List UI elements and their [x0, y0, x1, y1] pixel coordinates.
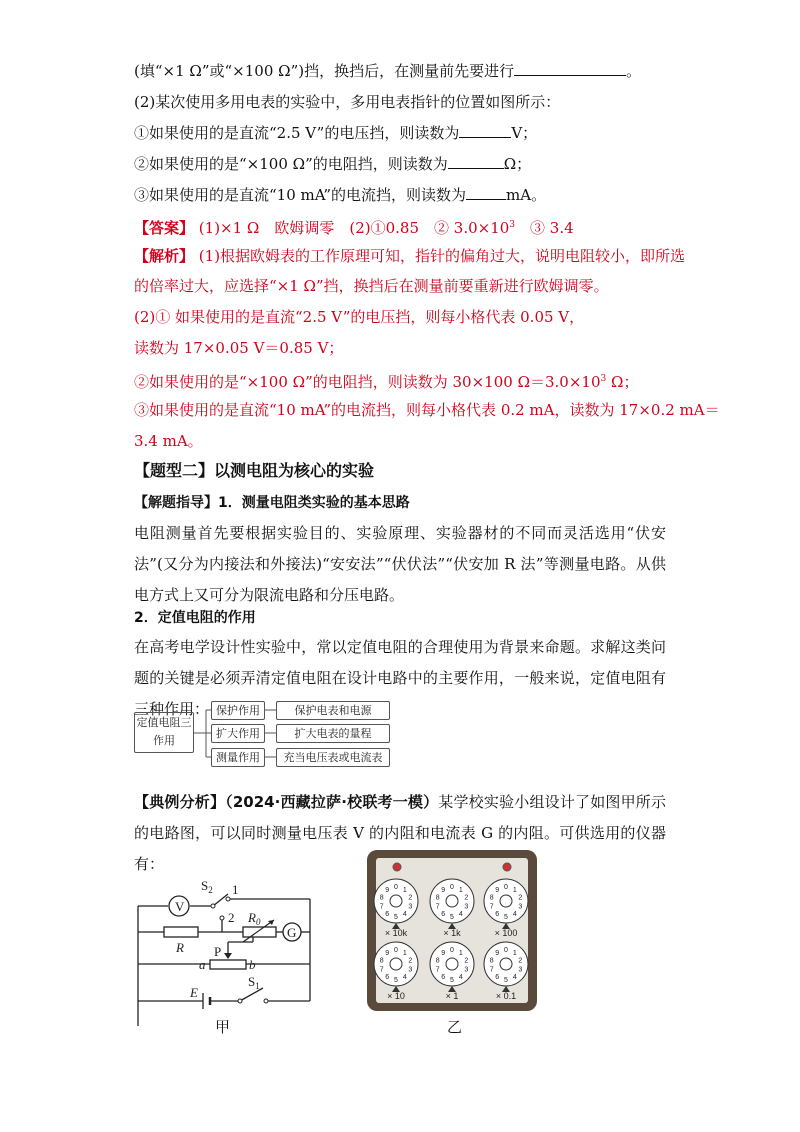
dial-digit: 6	[385, 911, 390, 919]
dial-digit: 8	[435, 957, 440, 965]
dial-digit: 0	[450, 884, 454, 891]
dial-digit: 6	[495, 974, 500, 982]
subheading-paragraph: 在高考电学设计性实验中，常以定值电阻的合理使用为背景来命题。求解这类问题的关键是必须弄清定值电阻在设计电路中的主要作用，一般来说，定值电阻有三种作用：	[134, 638, 666, 718]
dial-digit: 5	[450, 977, 454, 984]
question-text: (填“×1 Ω”或“×100 Ω”)挡，换挡后，在测量前先要进行	[134, 62, 515, 80]
question-text: ①如果使用的是直流“2.5 V”的电压挡，则读数为	[134, 124, 460, 142]
dial-digit: 3	[518, 903, 523, 911]
dial-digit: 2	[408, 894, 413, 902]
question-text: ③如果使用的是直流“10 mA”的电流挡，则读数为	[134, 186, 467, 204]
answer-blank	[466, 185, 506, 200]
question-text: Ω；	[503, 155, 532, 173]
resistor-r-label: R	[176, 940, 184, 955]
dial-digit: 0	[394, 947, 398, 954]
dial-digit: 8	[489, 894, 494, 902]
dial-digit: 6	[441, 911, 446, 919]
rheostat-a-label: a	[199, 957, 206, 972]
dial-digit: 5	[504, 914, 508, 921]
dial-digit: 9	[441, 886, 446, 894]
rheostat-b-label: b	[249, 957, 256, 972]
dial-digit: 8	[379, 894, 384, 902]
dial-digit: 0	[450, 947, 454, 954]
dial-digit: 2	[464, 894, 469, 902]
dial-digit: 6	[441, 974, 446, 982]
dial-digit: 8	[379, 957, 384, 965]
analysis-line-2: 的倍率过大，应选择“×1 Ω”挡，换挡后在测量前要重新进行欧姆调零。	[134, 277, 609, 295]
dial-digit: 4	[402, 911, 407, 919]
dial-digit: 6	[385, 974, 390, 982]
analysis-line-1	[134, 245, 685, 267]
dial-digit: 8	[435, 894, 440, 902]
answer-superscript: 3	[509, 220, 516, 230]
guide-heading: 【解题指导】1．测量电阻类实验的基本思路	[134, 495, 410, 511]
answer-blank	[448, 154, 504, 169]
question-line-1	[134, 60, 641, 82]
circuit-diagram	[128, 876, 328, 1026]
figure-caption-b: 乙	[447, 1018, 463, 1036]
multiplier-label: × 100	[494, 928, 518, 938]
voltmeter-label: V	[175, 899, 185, 914]
dial-digit: 1	[458, 949, 463, 957]
tree-root: 定值电阻三作用	[134, 712, 194, 753]
analysis-label: 【解析】	[134, 247, 195, 265]
question-text: 。	[626, 62, 642, 80]
dial-digit: 1	[512, 949, 517, 957]
dial-digit: 2	[464, 957, 469, 965]
answer-blank	[514, 61, 626, 76]
dial-digit: 1	[402, 886, 407, 894]
analysis-text: (1)根据欧姆表的工作原理可知，指针的偏角过大，说明电阻较小，即所选	[198, 247, 686, 265]
multiplier-label: × 0.1	[495, 991, 517, 1001]
answer-blank	[459, 123, 511, 138]
dial-digit: 1	[512, 886, 517, 894]
switch-s2-label: $S_2$	[201, 878, 213, 895]
dial-digit: 5	[450, 914, 454, 921]
dial-digit: 4	[402, 974, 407, 982]
dial-digit: 0	[504, 884, 508, 891]
dial-digit: 9	[385, 949, 390, 957]
answer-label: 【答案】	[134, 219, 195, 237]
multiplier-label: × 1k	[443, 928, 461, 938]
tree-desc-expand: 扩大电表的量程	[276, 724, 390, 743]
dial-digit: 7	[379, 966, 384, 974]
analysis-text: ②如果使用的是“×100 Ω”的电阻挡，则读数为 30×100 Ω＝3.0×10	[134, 373, 601, 391]
slider-p-label: P	[214, 944, 222, 959]
terminal-2-label: 2	[228, 910, 235, 925]
figure-caption-a: 甲	[215, 1018, 231, 1036]
tree-desc-protect: 保护电表和电源	[276, 701, 390, 720]
dial-digit: 5	[504, 977, 508, 984]
analysis-line-3: (2)① 如果使用的是直流“2.5 V”的电压挡，则每小格代表 0.05 V，	[134, 308, 585, 326]
dial-digit: 2	[518, 894, 523, 902]
question-text: (2)某次使用多用电表的实验中，多用电表指针的位置如图所示：	[134, 93, 561, 111]
dial-digit: 7	[435, 966, 440, 974]
analysis-text: Ω；	[606, 373, 639, 391]
dial-digit: 3	[408, 903, 413, 911]
question-text: ②如果使用的是“×100 Ω”的电阻挡，则读数为	[134, 155, 448, 173]
dial-digit: 7	[489, 966, 494, 974]
dial-digit: 0	[394, 884, 398, 891]
multiplier-label: × 10k	[384, 928, 408, 938]
dial-digit: 9	[495, 949, 500, 957]
question-text: mA。	[506, 186, 547, 204]
question-line-5	[134, 184, 546, 206]
dial-digit: 0	[504, 947, 508, 954]
dial-digit: 4	[512, 974, 517, 982]
dial-digit: 6	[495, 911, 500, 919]
battery-e-label: E	[190, 985, 198, 1000]
dial-digit: 2	[408, 957, 413, 965]
dial-digit: 3	[464, 966, 469, 974]
answer-text: (1)×1 Ω 欧姆调零 (2)①0.85 ② 3.0×10	[198, 219, 510, 237]
resistance-box	[366, 849, 538, 1012]
tree-role-protect: 保护作用	[211, 701, 265, 720]
answer-line	[134, 214, 574, 239]
dial-digit: 2	[518, 957, 523, 965]
galvanometer-label: G	[287, 925, 297, 940]
question-line-2	[134, 91, 560, 113]
dial-digit: 5	[394, 977, 398, 984]
tree-role-measure: 测量作用	[211, 748, 265, 767]
dial-digit: 7	[435, 903, 440, 911]
analysis-line-6: ③如果使用的是直流“10 mA”的电流挡，则每小格代表 0.2 mA，读数为 17×0.2 mA＝	[134, 401, 720, 419]
analysis-superscript: 3	[600, 374, 607, 384]
multiplier-label: × 10	[387, 991, 405, 1001]
question-line-3	[134, 122, 537, 144]
multiplier-label: × 1	[445, 991, 459, 1001]
section-title: 【题型二】以测电阻为核心的实验	[134, 461, 375, 480]
tree-role-expand: 扩大作用	[211, 724, 265, 743]
dial-digit: 1	[458, 886, 463, 894]
question-line-4	[134, 153, 531, 175]
dial-digit: 7	[489, 903, 494, 911]
question-text: V；	[511, 124, 538, 142]
dial-digit: 4	[458, 911, 463, 919]
analysis-line-4: 读数为 17×0.05 V＝0.85 V；	[134, 339, 344, 357]
dial-digit: 4	[512, 911, 517, 919]
dial-digit: 3	[464, 903, 469, 911]
dial-digit: 3	[408, 966, 413, 974]
switch-s1-label: $S_1$	[248, 974, 260, 991]
r0-label: $R_0$	[248, 910, 261, 927]
answer-text: ③ 3.4	[515, 219, 574, 237]
dial-digit: 7	[379, 903, 384, 911]
dial-digit: 9	[495, 886, 500, 894]
example-label: 【典例分析】	[134, 793, 226, 811]
terminal-1-label: 1	[232, 882, 239, 897]
dial-digit: 1	[402, 949, 407, 957]
tree-desc-measure: 充当电压表或电流表	[276, 748, 390, 767]
guide-paragraph: 电阻测量首先要根据实验目的、实验原理、实验器材的不同而灵活选用“伏安法”(又分为内接法和外接法)“安安法”“伏伏法”“伏安加 R 法”等测量电路。从供电方式上又可分为限流电路和分压电路。	[134, 524, 666, 604]
subheading: 2．定值电阻的作用	[134, 610, 256, 626]
dial-digit: 8	[489, 957, 494, 965]
example-source: （2024·西藏拉萨·校联考一模）	[225, 793, 439, 811]
dial-digit: 5	[394, 914, 398, 921]
dial-digit: 9	[385, 886, 390, 894]
example-text: 某学校实验小组设计了如图甲所示的电路图，可以同时测量电压表 V 的内阻和电流表 G 的内阻。可供选用的仪器有：	[134, 793, 666, 873]
dial-digit: 9	[441, 949, 446, 957]
analysis-line-5	[134, 368, 638, 393]
dial-digit: 4	[458, 974, 463, 982]
dial-digit: 3	[518, 966, 523, 974]
analysis-line-7: 3.4 mA。	[134, 432, 203, 450]
